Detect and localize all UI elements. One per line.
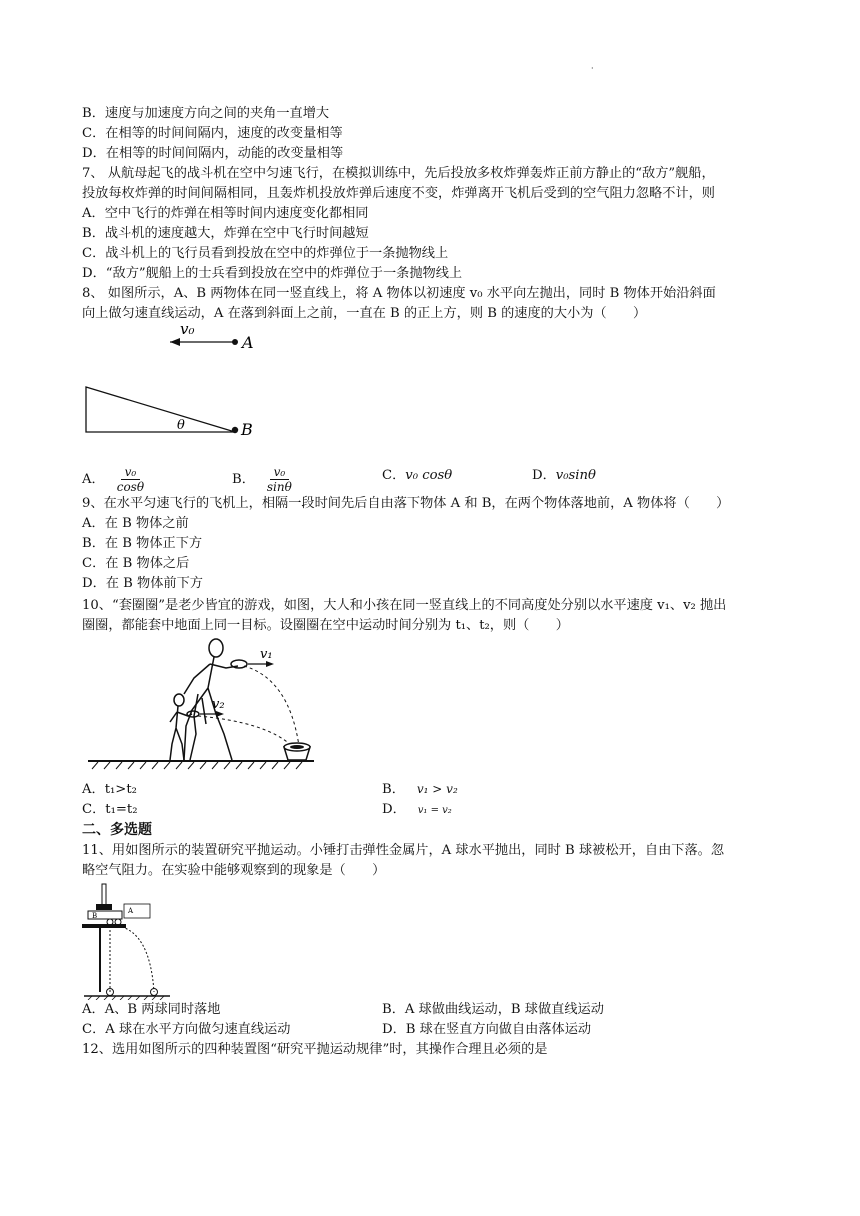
q6-option-b: B．速度与加速度方向之间的夹角一直增大 bbox=[82, 106, 330, 121]
q10-stem-line2: 圈圈，都能套中地面上同一目标。设圈圈在空中运动时间分别为 t₁、t₂，则（ ） bbox=[82, 618, 569, 633]
child-figure bbox=[170, 694, 192, 760]
v0-arrowhead bbox=[170, 338, 180, 346]
label-a: A bbox=[242, 333, 254, 352]
q8-figure bbox=[80, 318, 280, 443]
q9-option-d: D．在 B 物体前下方 bbox=[82, 576, 203, 591]
v1-label: v₁ bbox=[260, 647, 273, 662]
q8-b-numerator: v₀ bbox=[270, 465, 290, 480]
q7-option-b: B．战斗机的速度越大，炸弹在空中飞行时间越短 bbox=[82, 226, 369, 241]
q9-stem: 9、在水平匀速飞行的飞机上，相隔一段时间先后自由落下物体 A 和 B，在两个物体落地前，A 物体将（ ） bbox=[82, 496, 730, 511]
q10-option-d bbox=[382, 800, 452, 820]
v0-label: v₀ bbox=[180, 320, 195, 338]
hammer-handle bbox=[102, 884, 106, 906]
ring-1 bbox=[231, 660, 247, 668]
q10-figure bbox=[84, 634, 318, 772]
parabolic-trajectory bbox=[118, 926, 154, 992]
q8-option-a-fraction bbox=[113, 465, 148, 494]
q8-option-d-value: v₀sinθ bbox=[555, 468, 596, 483]
q9-option-c: C．在 B 物体之后 bbox=[82, 556, 190, 571]
q8-option-c-label: C． bbox=[382, 468, 406, 483]
q6-option-c: C．在相等的时间间隔内，速度的改变量相等 bbox=[82, 126, 343, 141]
q9-option-a: A．在 B 物体之前 bbox=[82, 516, 189, 531]
q10-option-a: A．t₁>t₂ bbox=[82, 782, 137, 797]
q11-figure bbox=[82, 880, 172, 1000]
target-hole bbox=[290, 745, 304, 749]
q8-a-denominator: cosθ bbox=[116, 480, 145, 494]
q11-stem-line1: 11、用如图所示的装置研究平抛运动。小锤打击弹性金属片，A 球水平抛出，同时 B 球被松开，自由下落。忽 bbox=[82, 843, 725, 858]
point-a bbox=[232, 339, 238, 345]
q8-stem-line1: 8、 如图所示，A、B 两物体在同一竖直线上，将 A 物体以初速度 v₀ 水平向左抛出，同时 B 物体开始沿斜面 bbox=[82, 286, 716, 301]
q8-option-b bbox=[232, 465, 296, 494]
q8-b-denominator: sinθ bbox=[266, 480, 292, 494]
header-dot: · bbox=[591, 64, 594, 73]
q7-option-c: C．战斗机上的飞行员看到投放在空中的炸弹位于一条抛物线上 bbox=[82, 246, 449, 261]
q9-option-b: B．在 B 物体正下方 bbox=[82, 536, 203, 551]
q12-stem: 12、选用如图所示的四种装置图“研究平抛运动规律”时，其操作合理且必须的是 bbox=[82, 1042, 548, 1057]
incline bbox=[86, 387, 235, 432]
ring-2 bbox=[187, 711, 199, 717]
section-heading-multiple-choice: 二、多选题 bbox=[82, 822, 152, 838]
q11-option-c: C．A 球在水平方向做匀速直线运动 bbox=[82, 1022, 291, 1037]
q8-option-b-label: B． bbox=[232, 472, 255, 487]
point-b bbox=[232, 427, 238, 433]
label-a: A bbox=[128, 907, 134, 915]
q11-option-a: A．A、B 两球同时落地 bbox=[82, 1002, 221, 1017]
label-b: B bbox=[241, 420, 253, 439]
q8-option-d bbox=[532, 466, 596, 485]
q11-stem-line2: 略空气阻力。在实验中能够观察到的现象是（ ） bbox=[82, 863, 386, 878]
q10-option-b-label: B． bbox=[382, 782, 405, 797]
q7-option-a: A．空中飞行的炸弹在相等时间内速度变化都相同 bbox=[82, 206, 369, 221]
q10-option-b bbox=[382, 780, 458, 799]
q11-option-b: B．A 球做曲线运动，B 球做直线运动 bbox=[382, 1002, 604, 1017]
q7-stem-line1: 7、 从航母起飞的战斗机在空中匀速飞行，在模拟训练中，先后投放多枚炸弹轰炸正前方静止的“敌方”舰船， bbox=[82, 166, 715, 181]
q10-option-d-value: v₁ = v₂ bbox=[417, 805, 452, 816]
q8-stem-line2: 向上做匀速直线运动，A 在落到斜面上之前，一直在 B 的正上方，则 B 的速度的大小为（ ） bbox=[82, 306, 647, 321]
trajectory-2 bbox=[198, 716, 292, 746]
q10-option-c: C．t₁=t₂ bbox=[82, 802, 138, 817]
q10-stem-line1: 10、“套圈圈”是老少皆宜的游戏，如图，大人和小孩在同一竖直线上的不同高度处分别以水平速度 v₁、v₂ 抛出 bbox=[82, 598, 727, 613]
q10-option-d-label: D． bbox=[382, 802, 406, 817]
q8-option-a bbox=[82, 465, 148, 494]
ground-hatching bbox=[92, 762, 302, 769]
q7-option-d: D．“敌方”舰船上的士兵看到投放在空中的炸弹位于一条抛物线上 bbox=[82, 266, 463, 281]
hammer-head bbox=[96, 904, 112, 910]
q11-option-d: D．B 球在竖直方向做自由落体运动 bbox=[382, 1022, 592, 1037]
q8-option-c-value: v₀ cosθ bbox=[405, 468, 453, 483]
label-b: B bbox=[92, 912, 98, 920]
q8-option-a-label: A． bbox=[82, 472, 105, 487]
q8-option-d-label: D． bbox=[532, 468, 556, 483]
trajectory-1 bbox=[244, 666, 299, 746]
adult-figure bbox=[184, 639, 238, 760]
q10-option-b-value: v₁ > v₂ bbox=[416, 782, 458, 796]
q6-option-d: D．在相等的时间间隔内，动能的改变量相等 bbox=[82, 146, 344, 161]
q8-a-numerator: v₀ bbox=[121, 465, 141, 480]
v2-label: v₂ bbox=[212, 697, 225, 712]
q7-stem-line2: 投放每枚炸弹的时间间隔相同，且轰炸机投放炸弹后速度不变，炸弹离开飞机后受到的空气阻力忽略不计，则 bbox=[82, 186, 715, 201]
q8-option-b-fraction bbox=[263, 465, 296, 494]
theta-label: θ bbox=[177, 418, 185, 433]
q8-option-c bbox=[382, 466, 452, 485]
